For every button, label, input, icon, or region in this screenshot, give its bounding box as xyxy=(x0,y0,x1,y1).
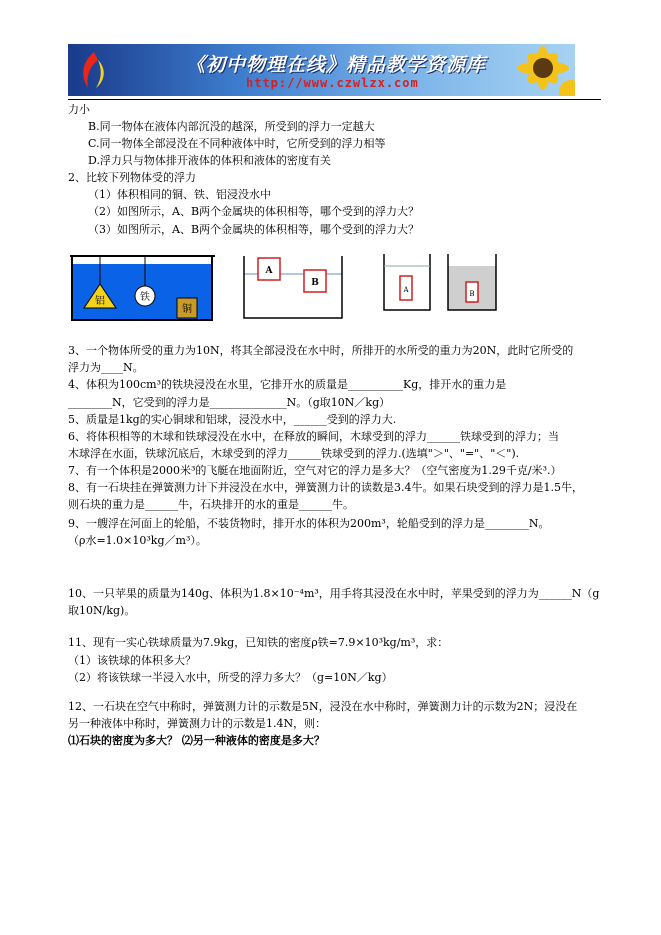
question-3-cont: 浮力为____N。 xyxy=(68,361,144,374)
logo-icon xyxy=(76,50,112,90)
question-5: 5、质量是1kg的实心铜球和铝球，浸没水中，______受到的浮力大. xyxy=(68,413,397,426)
question-6: 6、将体积相等的木球和铁球浸没在水中，在释放的瞬间，木球受到的浮力______铁球受到的浮力；当 xyxy=(68,430,559,443)
option-b: B.同一物体在液体内部沉没的越深，所受到的浮力一定越大 xyxy=(88,120,375,133)
question-2-sub3: （3）如图所示，A、B两个金属块的体积相等，哪个受到的浮力大？ xyxy=(88,223,420,236)
question-4: 4、体积为100cm³的铁块浸没在水里，它排开水的质量是__________Kg，排开水的重力是 xyxy=(68,378,507,391)
question-9: 9、一艘浮在河面上的轮船，不装货物时，排开水的体积为200m³，轮船受到的浮力是________N。 xyxy=(68,517,550,530)
question-8-cont: 则石块的重力是______牛，石块排开的水的重是______牛。 xyxy=(68,498,354,511)
sunflower-icon xyxy=(505,44,575,96)
aluminum-label: 铝 xyxy=(95,296,105,307)
question-12-subs: ⑴石块的密度为多大？ ⑵另一种液体的密度是多大？ xyxy=(68,734,325,747)
text-line: 力小 xyxy=(68,103,90,116)
question-10: 10、一只苹果的质量为140g、体积为1.8×10⁻⁴m³，用手将其浸没在水中时，苹果受到的浮力为______N（g xyxy=(68,587,600,600)
block-b-label: B xyxy=(311,278,319,288)
question-12: 12、一石块在空气中称时，弹簧测力计的示数是5N，浸没在水中称时，弹簧测力计的示数为2N；浸没在 xyxy=(68,700,578,713)
question-10-cont: 取10N/kg)。 xyxy=(68,604,136,617)
question-11-sub1: （1）该铁球的体积多大？ xyxy=(68,654,196,667)
question-8: 8、有一石块挂在弹簧测力计下并浸没在水中，弹簧测力计的读数是3.4牛。如果石块受到的浮力是1.5牛， xyxy=(68,481,583,494)
question-9-cont: （ρ水=1.0×10³kg／m³）。 xyxy=(68,534,207,547)
question-7: 7、有一个体积是2000米³的飞艇在地面附近，空气对它的浮力是多大？（空气密度为1.29千克/米³.） xyxy=(68,464,562,477)
header-rule xyxy=(68,99,601,100)
copper-label: 铜 xyxy=(182,304,192,315)
question-2: 2、比较下列物体受的浮力 xyxy=(68,171,196,184)
iron-label: 铁 xyxy=(140,292,150,303)
figure-tank-three-metals xyxy=(70,250,215,322)
option-c: C.同一物体全部浸没在不同种液体中时，它所受到的浮力相等 xyxy=(88,137,386,150)
header-url[interactable]: http://www.czwlzx.com xyxy=(246,76,419,90)
option-d: D.浮力只与物体排开液体的体积和液体的密度有关 xyxy=(88,154,331,167)
figure-tank-ab xyxy=(240,254,346,320)
question-11: 11、现有一实心铁球质量为7.9kg，已知铁的密度ρ铁=7.9×10³kg/m³，求： xyxy=(68,636,449,649)
question-2-sub1: （1）体积相同的铜、铁、铝浸没水中 xyxy=(88,188,271,201)
header-title: 《初中物理在线》精品教学资源库 xyxy=(186,54,487,76)
question-6-cont: 木球浮在水面，铁球沉底后，木球受到的浮力______铁球受到的浮力.(选填"＞"、"="、"＜"). xyxy=(68,447,520,460)
block-b-label: B xyxy=(469,290,475,298)
header-banner xyxy=(68,44,575,96)
question-11-sub2: （2）将该铁球一半浸入水中，所受的浮力多大？（g=10N／kg） xyxy=(68,671,393,684)
question-12-cont: 另一种液体中称时，弹簧测力计的示数是1.4N，则： xyxy=(68,717,327,730)
block-a-label: A xyxy=(403,286,409,294)
question-3: 3、一个物体所受的重力为10N，将其全部浸没在水中时，所排开的水所受的重力为20N，此时它所受的 xyxy=(68,344,574,357)
question-2-sub2: （2）如图所示，A、B两个金属块的体积相等，哪个受到的浮力大？ xyxy=(88,205,420,218)
question-4-cont: ________N，它受到的浮力是______________N。（g取10N／kg） xyxy=(68,396,391,409)
figure-two-beakers xyxy=(382,254,500,314)
block-a-label: A xyxy=(265,266,273,276)
